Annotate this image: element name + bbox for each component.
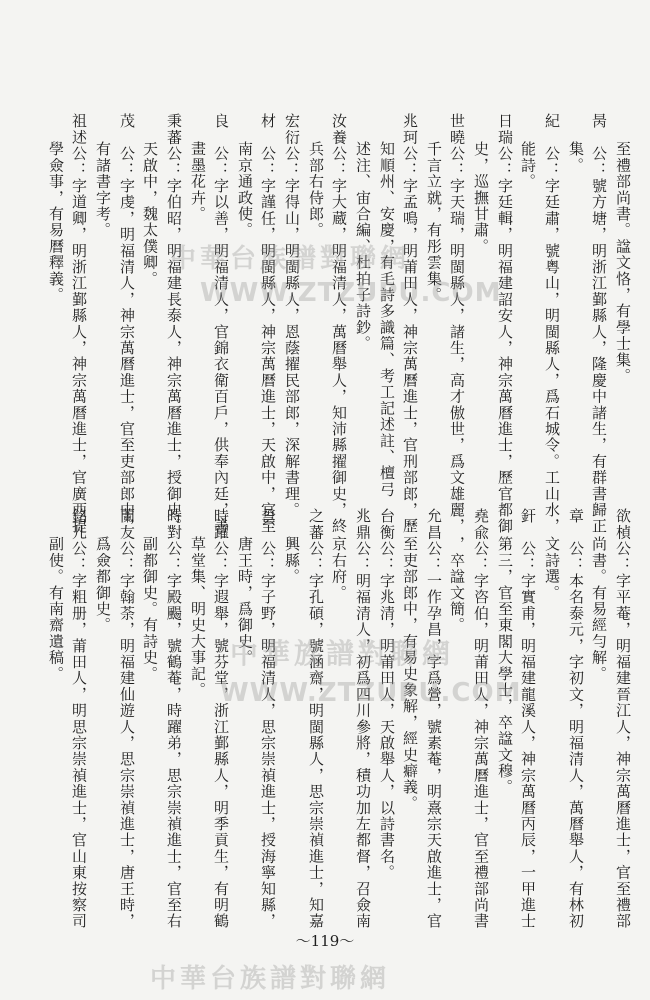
- text-column: 南京通政使。: [236, 141, 254, 239]
- text-column: 天啟中，魏太僕卿。: [141, 141, 159, 287]
- text-column: 蘭友公：字翰荼，明福建仙遊人，思宗崇禎進士，唐王時，: [118, 508, 136, 930]
- text-column: 章 公：本名泰元，字初文，明福清人，萬曆舉人，有林初: [567, 508, 585, 930]
- text-column: 述注、宙合編、杜拍子詩鈔。: [354, 141, 372, 352]
- text-column: 副都御史。有詩史。: [141, 536, 159, 682]
- text-column: 汝養公：字大蔵，明福清人，萬曆舉人，知沛縣擢御史，終: [330, 113, 348, 535]
- text-column: 能詩。: [519, 141, 537, 190]
- text-column: 日瑞公：字廷輯，明福建詔安人，神宗萬曆進士，歷官都御: [496, 113, 514, 535]
- text-column: 時對公：字殿颺，號鶴菴，時躍弟，思宗崇禎進士，官至右: [165, 508, 183, 930]
- text-column: 知順州、安慶，有毛詩多識篇、考工記述註、檀弓: [378, 141, 396, 498]
- text-column: 京右府。: [330, 536, 348, 601]
- watermark-url: WWW.ZTZUPU.COM: [220, 678, 522, 708]
- text-column: 兆珂公：字孟鳴，明莆田人，神宗萬曆進士，官刑部郎，歷: [401, 113, 419, 535]
- text-column: 允昌公：一作孕昌，字爲營，號素菴，明熹宗天啟進士，官: [425, 508, 443, 930]
- watermark-url: WWW.ZTZUPU.COM: [200, 278, 502, 308]
- text-column: 祖述公：字道卿，明浙江鄞縣人，神宗萬曆進士，官廣西提: [70, 113, 88, 535]
- text-column: 兆鼎公：明福清人，初爲四川參將，積功加左都督，召僉南: [354, 508, 372, 930]
- text-column: 史，巡撫甘肅。: [472, 141, 490, 255]
- text-column: 堯兪公：字咨伯，明莆田人，神宗萬曆進士，官至禮部尚書: [472, 508, 490, 930]
- text-column: 秉蕃公：字伯昭，明福建長泰人，神宗萬曆進士，授御史。: [165, 113, 183, 535]
- text-column: 有諸書字考。: [94, 141, 112, 239]
- text-column: 之蕃公：字孔碩，號涵齋，明閩縣人，思宗崇禎進士，知嘉: [307, 508, 325, 930]
- text-column: 千言立就，有彤雲集。: [425, 141, 443, 303]
- text-column: 欲楨公：字平菴，明福建晉江人，神宗萬曆進士，官至禮部: [614, 508, 632, 930]
- text-column: ，卒諡文簡。: [448, 536, 466, 634]
- text-column: 至禮部尚書。諡文恪，有學士集。: [614, 141, 632, 384]
- text-column: 宏衍公：字得山，明閩縣人，恩蔭擢民部郎，深解書理。: [283, 113, 301, 518]
- text-column: 至吏部郎中，有易史象解，經史癖義。: [401, 536, 419, 812]
- text-column: 釬 公：字實甫，明福建龍溪人，神宗萬曆丙辰，一甲進士: [519, 508, 537, 930]
- watermark-title: 中華台族譜對聯網: [150, 964, 391, 994]
- text-column: 興縣。: [283, 536, 301, 585]
- text-column: 銘儿公：字粗册，莆田人，明思宗崇禎進士，官山東按察司: [70, 508, 88, 930]
- text-column: 爲僉都御史。: [94, 536, 112, 634]
- text-column: 昺 公：號方塘，明浙江鄞縣人，隆慶中諸生，有群書歸正: [590, 113, 608, 535]
- text-column: 集。: [567, 141, 585, 174]
- text-column: 兵部右侍郎。: [307, 141, 325, 239]
- text-column: 尚書。有易經勻解。: [590, 536, 608, 682]
- text-column: 世曉公：字天瑞，明閩縣人，諸生，高才傲世，爲文雄麗，: [448, 113, 466, 535]
- text-column: 台衡公：字兆清，明莆田人，天啟舉人，以詩書名。: [378, 508, 396, 881]
- page-number: ～119～: [295, 932, 355, 950]
- watermark-title: 中華族譜對聯網: [230, 637, 455, 670]
- text-column: 材 公：字謹任，明閩縣人，神宗萬曆進士，天啟中，官至: [259, 113, 277, 535]
- text-column: 學僉事，有易曆釋義。: [47, 141, 65, 303]
- text-column: 紀 公：字廷肅，號粤山，明閩縣人，爲石城令。工山水，: [543, 113, 561, 535]
- text-column: 茂 公：字虔，明福清人，神宗萬曆進士，官至吏部郎中，: [118, 113, 136, 535]
- text-column: 畫墨花卉。: [189, 141, 207, 222]
- text-column: 草堂集、明史大事記。: [189, 536, 207, 698]
- text-column: 唐王時，爲御史。: [236, 536, 254, 666]
- text-column: 副使。有南齋遺稿。: [47, 536, 65, 682]
- text-column: 文詩選。: [543, 536, 561, 601]
- text-column: 良 公：字以善，明福清人，官錦衣衛百戶，供奉內廷，善: [212, 113, 230, 535]
- text-column: 第三，官至東閣大學士，卒諡文穆。: [496, 536, 514, 796]
- watermark-title: 中華台族譜對聯網: [170, 244, 411, 274]
- text-column: 時躍公：字遐舉，號芬堂，浙江鄞縣人，明季貢生，有明鶴: [212, 508, 230, 930]
- text-column: 巹 公：字子野，明福清人，思宗崇禎進士，授海寧知縣，: [259, 508, 277, 930]
